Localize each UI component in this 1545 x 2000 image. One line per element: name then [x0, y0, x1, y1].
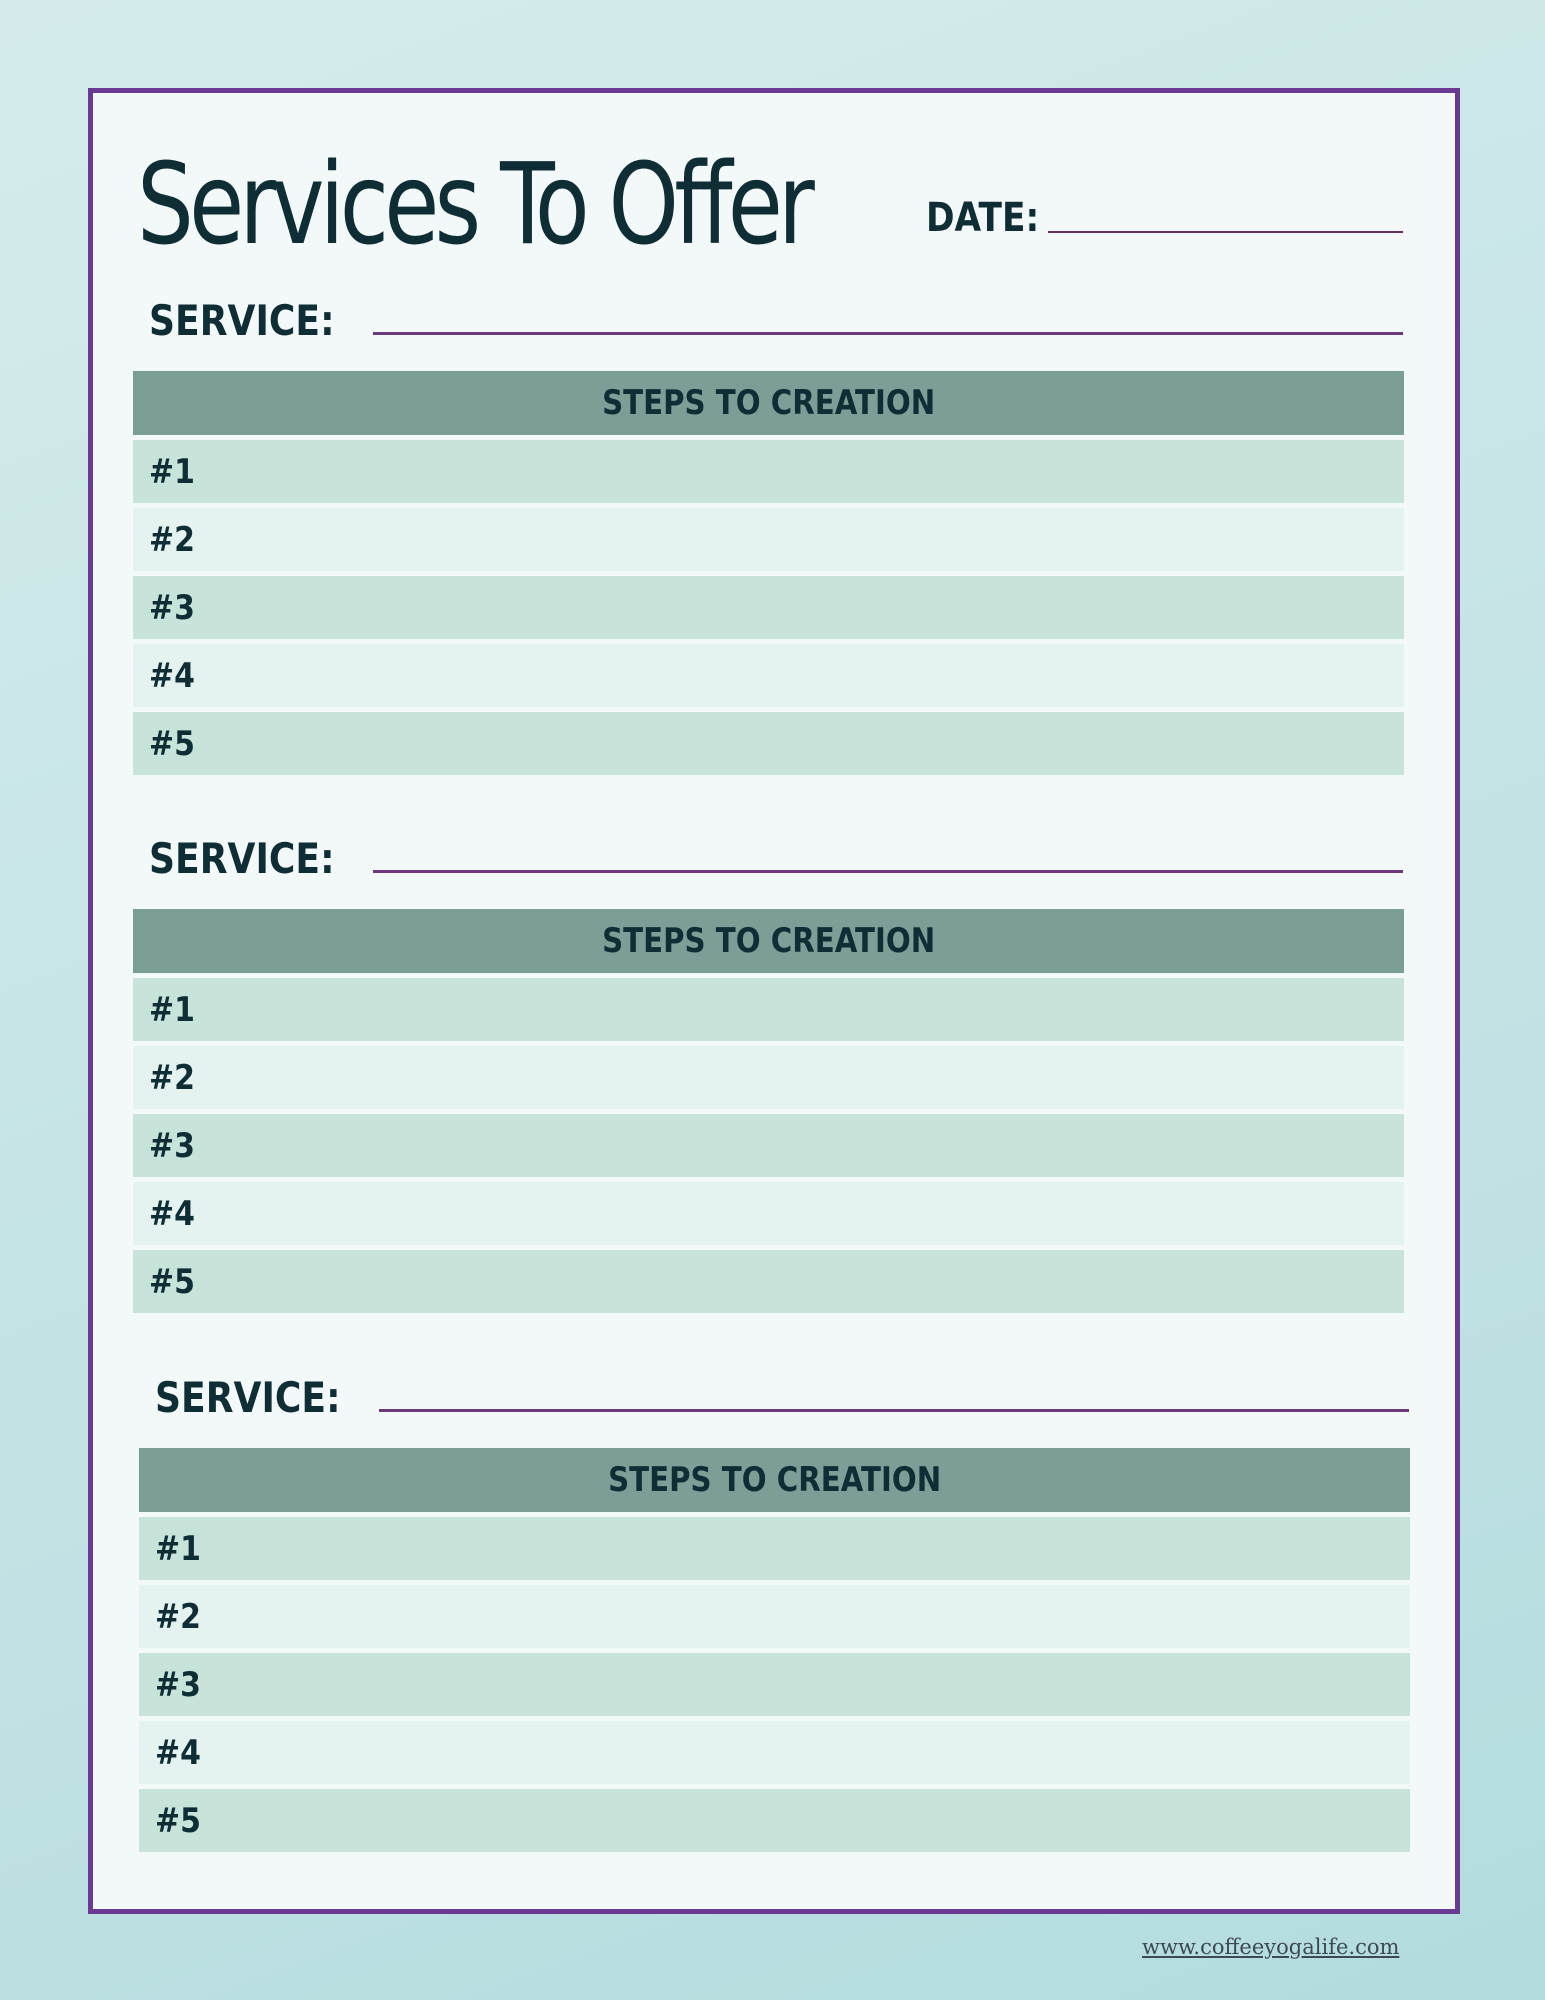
service-name-field-line[interactable]: [373, 870, 1403, 873]
date-field-line[interactable]: [1048, 231, 1403, 233]
step-row[interactable]: [133, 576, 1404, 639]
step-row[interactable]: [133, 712, 1404, 775]
step-number: #5: [155, 1800, 201, 1841]
service-row: [139, 1373, 1410, 1448]
step-row[interactable]: [133, 978, 1404, 1041]
steps-table-header-label: STEPS TO CREATION: [607, 1460, 942, 1500]
date-label: DATE:: [926, 195, 1040, 241]
page-title: Services To Offer: [137, 140, 811, 270]
step-number: #1: [149, 451, 195, 492]
step-number: #5: [149, 1261, 195, 1302]
steps-table-header-label: STEPS TO CREATION: [601, 921, 936, 961]
step-row[interactable]: [133, 1046, 1404, 1109]
step-row[interactable]: [133, 644, 1404, 707]
planner-page: [88, 88, 1460, 1914]
service-row: [133, 834, 1404, 909]
website-link[interactable]: www.coffeeyogalife.com: [1142, 1935, 1400, 1959]
step-row[interactable]: [139, 1721, 1410, 1784]
step-number: #1: [149, 989, 195, 1030]
service-name-field-line[interactable]: [373, 332, 1403, 335]
step-row[interactable]: [139, 1789, 1410, 1852]
service-label: SERVICE:: [155, 1373, 341, 1422]
step-number: #3: [149, 1125, 195, 1166]
steps-table-header: [133, 909, 1404, 973]
step-row[interactable]: [133, 1250, 1404, 1313]
service-section-1: [133, 296, 1404, 780]
service-label: SERVICE:: [149, 834, 335, 883]
step-row[interactable]: [133, 440, 1404, 503]
service-name-field-line[interactable]: [379, 1409, 1409, 1412]
service-section-2: [133, 834, 1404, 1318]
step-row[interactable]: [133, 1114, 1404, 1177]
step-row[interactable]: [139, 1517, 1410, 1580]
step-number: #5: [149, 723, 195, 764]
step-number: #2: [149, 1057, 195, 1098]
step-row[interactable]: [139, 1653, 1410, 1716]
step-number: #3: [155, 1664, 201, 1705]
service-section-3: [139, 1373, 1410, 1857]
step-number: #2: [149, 519, 195, 560]
step-number: #2: [155, 1596, 201, 1637]
step-row[interactable]: [133, 1182, 1404, 1245]
steps-table-header-label: STEPS TO CREATION: [601, 383, 936, 423]
steps-table-header: [133, 371, 1404, 435]
step-number: #3: [149, 587, 195, 628]
step-number: #4: [149, 1193, 195, 1234]
step-number: #1: [155, 1528, 201, 1569]
step-number: #4: [155, 1732, 201, 1773]
service-label: SERVICE:: [149, 296, 335, 345]
steps-table-header: [139, 1448, 1410, 1512]
step-number: #4: [149, 655, 195, 696]
service-row: [133, 296, 1404, 371]
step-row[interactable]: [133, 508, 1404, 571]
step-row[interactable]: [139, 1585, 1410, 1648]
